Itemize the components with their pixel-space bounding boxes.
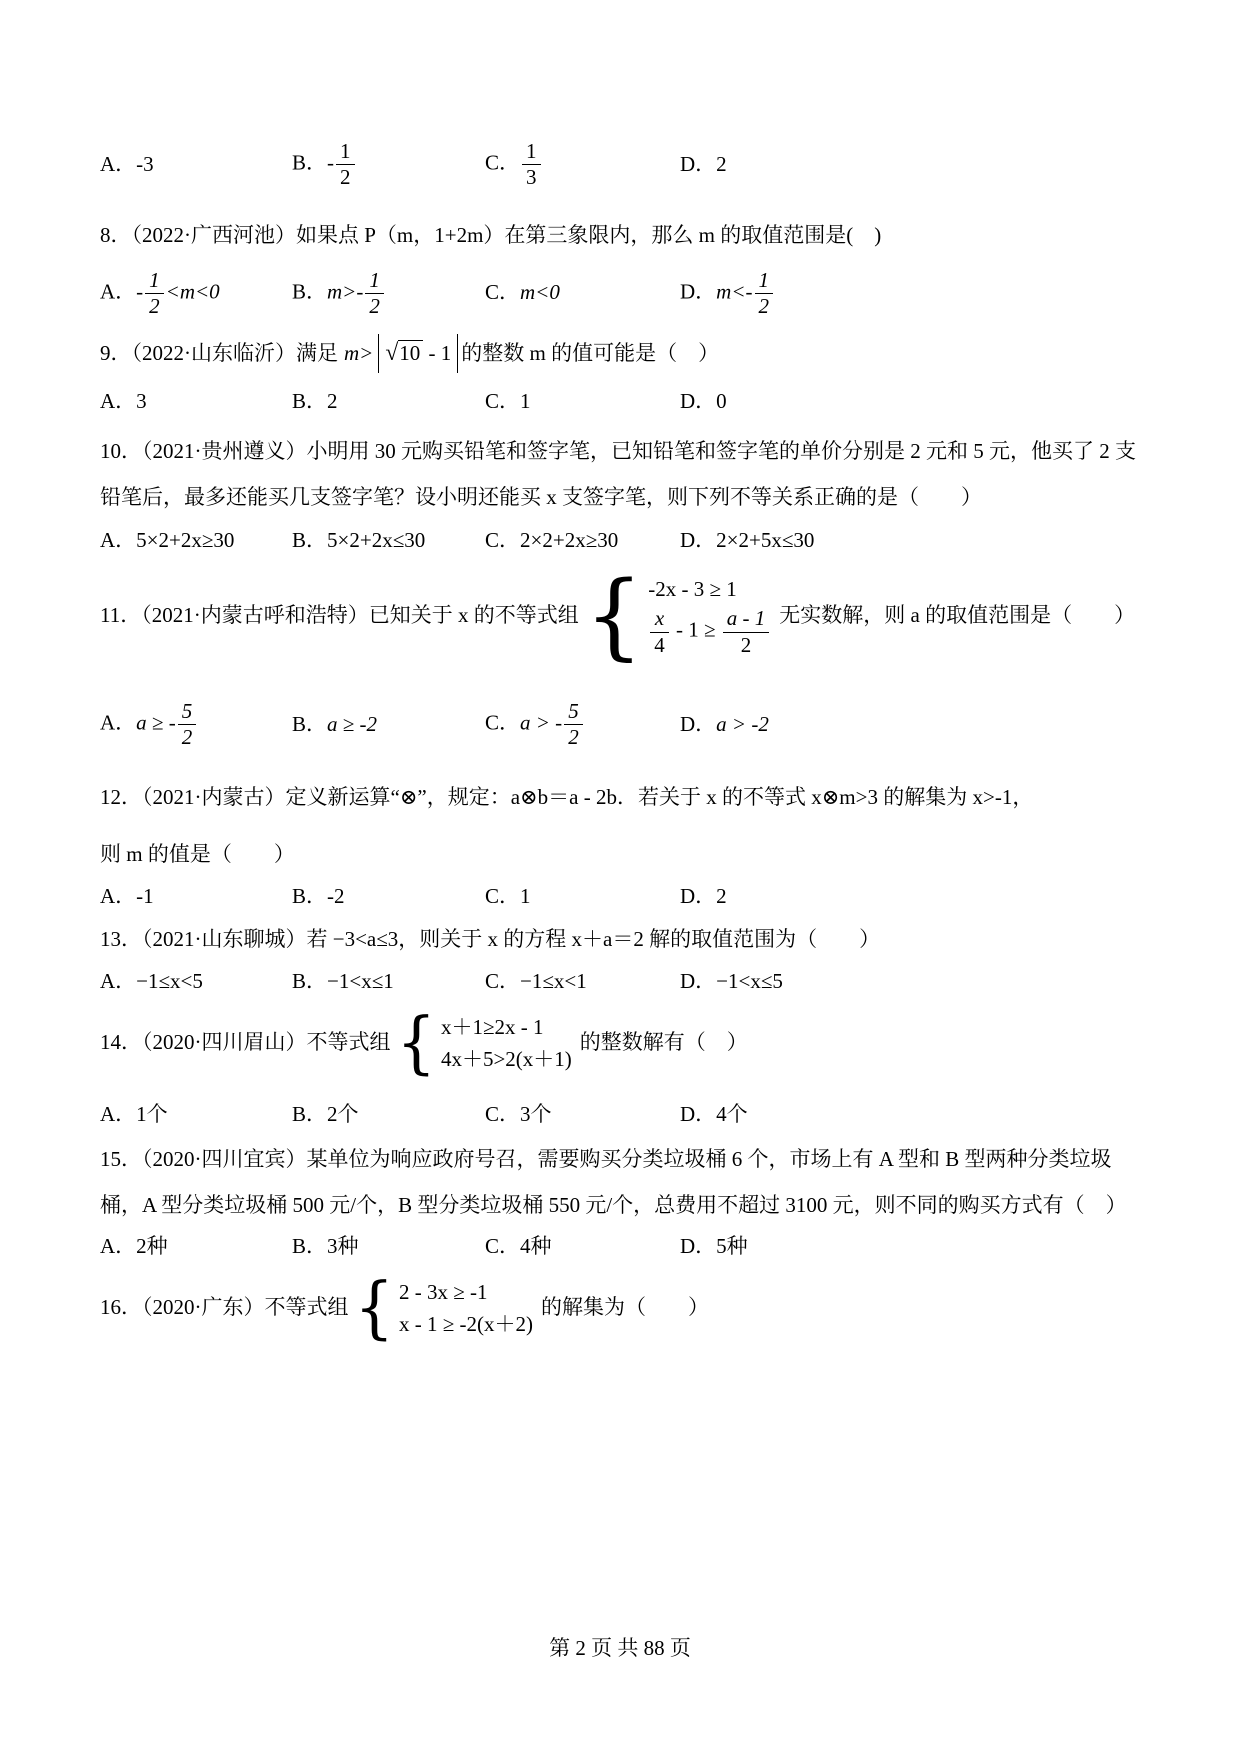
option-value: a > -2	[716, 711, 769, 736]
left-brace: {	[396, 1003, 436, 1082]
question-9-stem	[100, 334, 1140, 373]
question-9-option-b	[292, 387, 485, 416]
question-10-option-d	[680, 526, 1140, 555]
question-9-option-a	[100, 387, 292, 416]
question-10-option-a	[100, 526, 292, 555]
question-14-option-b	[292, 1100, 485, 1129]
fraction-denominator: 2	[564, 724, 583, 749]
system-rows	[399, 1278, 533, 1339]
option-value: −1<x≤1	[327, 968, 394, 993]
question-14-option-a	[100, 1100, 292, 1129]
question-15-option-a	[100, 1232, 292, 1261]
system-row-1: -2x - 3 ≥ 1	[648, 577, 737, 602]
system-rows	[441, 1013, 572, 1074]
option-label: D．	[680, 1101, 717, 1126]
fraction-denominator: 4	[650, 632, 669, 657]
question-12-stem-line1: 12．（2021·内蒙古）定义新运算“⊗”，规定：a⊗b＝a - 2b．若关于 x 的不等式 x⊗m>3 的解集为 x>-1，	[100, 785, 1034, 810]
fraction-numerator: a - 1	[726, 606, 766, 631]
system-row-1: 2 - 3x ≥ -1	[398, 1279, 488, 1304]
minus-sign: -	[136, 278, 144, 303]
inequality-system	[584, 560, 772, 670]
question-12-options-row	[100, 882, 1140, 911]
question-9-options-row	[100, 387, 1140, 416]
option-label: D．	[680, 528, 717, 553]
fraction	[520, 140, 543, 189]
option-label: C．	[485, 1101, 521, 1126]
question-12-option-a	[100, 882, 292, 911]
radical-sign: √	[385, 339, 399, 366]
question-10-options-row	[100, 526, 1140, 555]
question-15-option-d	[680, 1232, 1140, 1261]
question-10-stem: 10．（2021·贵州遵义）小明用 30 元购买铅笔和签字笔，已知铅笔和签字笔的单价分别是 2 元和 5 元，他买了 2 支铅笔后，最多还能买几支签字笔？设小明还能买 x 支签字笔，则下列不等关系正确的是（ ）	[100, 439, 1136, 510]
option-label: B．	[292, 883, 328, 908]
option-label: B．	[292, 528, 328, 553]
fraction	[721, 607, 772, 656]
question-8-options-row	[100, 269, 1140, 318]
stem-text: 的解集为（ ）	[540, 1295, 709, 1320]
question-13-option-b	[292, 967, 485, 996]
option-value: −1<x≤5	[716, 968, 783, 993]
question7-option-c	[485, 140, 680, 189]
question-13-option-d	[680, 967, 1140, 996]
option-value: 3个	[520, 1101, 552, 1126]
question-8-option-c	[485, 278, 680, 307]
option-label: C．	[485, 1233, 521, 1258]
question-16-stem	[100, 1268, 1140, 1347]
fraction	[648, 607, 671, 656]
question-15-stem: 15．（2020·四川宜宾）某单位为响应政府号召，需要购买分类垃圾桶 6 个，市场上有 A 型和 B 型两种分类垃圾桶，A 型分类垃圾桶 500 元/个，B 型分类垃圾桶 550 元/个，总费用不超过 3100 元，则不同的购买方式有（ ）	[100, 1147, 1127, 1217]
option-label: B．	[292, 968, 328, 993]
option-value: 2种	[136, 1233, 168, 1258]
option-value: 2个	[327, 1101, 359, 1126]
option-value: -1	[136, 883, 154, 908]
stem-text: 14．（2020·四川眉山）不等式组	[100, 1030, 391, 1055]
question-10-option-b	[292, 526, 485, 555]
math-tail: - 1	[423, 340, 452, 365]
inequality-system	[396, 1003, 572, 1082]
question-8-option-b	[292, 269, 485, 318]
option-label: C．	[485, 388, 521, 413]
option-label: C．	[485, 883, 521, 908]
page-number-footer: 第 2 页 共 88 页	[549, 1636, 691, 1660]
question-14-options-row	[100, 1100, 1140, 1129]
option-value: m<-	[716, 278, 753, 303]
option-value: 2×2+2x≥30	[520, 528, 619, 553]
option-value: 3	[136, 388, 147, 413]
question-9-option-d	[680, 387, 1140, 416]
system-row-1: x＋1≥2x - 1	[440, 1014, 544, 1039]
option-label: C．	[485, 968, 521, 993]
fraction-denominator: 2	[365, 293, 384, 318]
option-label: D．	[680, 1233, 717, 1258]
question-14-option-d	[680, 1100, 1140, 1129]
fraction-numerator: x	[654, 606, 665, 631]
question-11-option-d	[680, 710, 1140, 739]
option-value: 2×2+5x≤30	[716, 528, 815, 553]
fraction-numerator: 1	[758, 267, 770, 292]
option-label: D．	[680, 968, 717, 993]
option-value: a > -	[520, 710, 563, 735]
option-label: C．	[485, 150, 521, 175]
question-9-option-c	[485, 387, 680, 416]
stem-text: 的整数 m 的值可能是（ ）	[461, 340, 720, 365]
radicand: 10	[398, 340, 423, 365]
option-label: C．	[485, 710, 521, 735]
option-value: 4个	[716, 1101, 748, 1126]
fraction-denominator: 2	[336, 164, 355, 189]
stem-text: 11．（2021·内蒙古呼和浩特）已知关于 x 的不等式组	[100, 603, 579, 628]
fraction	[363, 269, 386, 318]
question-13	[100, 925, 1140, 996]
stem-text: 9．（2022·山东临沂）满足	[100, 340, 338, 365]
question-12-option-b	[292, 882, 485, 911]
question-11-option-b	[292, 710, 485, 739]
question-8	[100, 221, 1140, 318]
option-value: m>-	[327, 278, 364, 303]
question-15-option-c	[485, 1232, 680, 1261]
option-value: 1	[520, 883, 531, 908]
square-root	[385, 341, 423, 365]
option-label: B．	[292, 278, 328, 303]
question-12-stem-line2: 则 m 的值是（ ）	[100, 842, 295, 867]
question-12-option-d	[680, 882, 1140, 911]
system-row-2: 4x＋5>2(x＋1)	[440, 1046, 572, 1071]
option-value: −1≤x<1	[520, 968, 587, 993]
question-9	[100, 334, 1140, 416]
question-11-stem	[100, 560, 1140, 670]
option-value: 1个	[136, 1101, 168, 1126]
option-value: a ≥ -2	[327, 711, 378, 736]
absolute-value-expression	[378, 334, 458, 373]
question-8-option-d	[680, 269, 1140, 318]
question-13-stem: 13．（2021·山东聊城）若 −3<a≤3，则关于 x 的方程 x＋a＝2 解的取值范围为（ ）	[100, 927, 881, 952]
option-value: <m<0	[165, 278, 220, 303]
option-label: D．	[680, 151, 717, 176]
question-10	[100, 428, 1140, 556]
question-11-options-row	[100, 700, 1140, 749]
minus-sign: -	[327, 150, 335, 175]
fraction-denominator: 2	[723, 632, 770, 657]
option-value: 5种	[716, 1233, 748, 1258]
fraction	[753, 269, 776, 318]
stem-text: 的整数解有（ ）	[579, 1030, 748, 1055]
question-12-option-c	[485, 882, 680, 911]
fraction-denominator: 2	[178, 724, 197, 749]
system-rows	[648, 575, 771, 657]
option-label: A．	[100, 278, 137, 303]
question7-option-a	[100, 150, 292, 179]
option-label: A．	[100, 968, 137, 993]
question-14-stem	[100, 1003, 1140, 1082]
stem-text: 16．（2020·广东）不等式组	[100, 1295, 349, 1320]
question-8-option-a	[100, 269, 292, 318]
left-brace: {	[584, 560, 644, 670]
question-12	[100, 783, 1140, 911]
option-value: 4种	[520, 1233, 552, 1258]
option-label: D．	[680, 883, 717, 908]
question-16	[100, 1268, 1140, 1347]
fraction-numerator: 5	[181, 698, 193, 723]
option-label: A．	[100, 1101, 137, 1126]
question-14-option-c	[485, 1100, 680, 1129]
fraction-numerator: 1	[149, 267, 160, 292]
option-value: −1≤x<5	[136, 968, 203, 993]
question7-options-row	[100, 140, 1140, 189]
option-value: -2	[327, 883, 345, 908]
option-value: -3	[136, 151, 154, 176]
option-value: 1	[520, 388, 531, 413]
option-label: D．	[680, 278, 717, 303]
fraction-denominator: 2	[755, 293, 774, 318]
left-brace: {	[354, 1268, 394, 1347]
question-13-options-row	[100, 967, 1140, 996]
question-15	[100, 1137, 1140, 1261]
option-value: 2	[716, 151, 727, 176]
option-value: 5×2+2x≤30	[327, 528, 426, 553]
question-8-stem: 8．（2022·广西河池）如果点 P（m，1+2m）在第三象限内，那么 m 的取值范围是( )	[100, 223, 882, 248]
option-label: C．	[485, 280, 521, 305]
fraction	[562, 700, 585, 749]
math-middle: - 1 ≥	[670, 617, 721, 642]
question-15-option-b	[292, 1232, 485, 1261]
option-value: 5×2+2x≥30	[136, 528, 235, 553]
option-label: B．	[292, 388, 328, 413]
option-label: A．	[100, 388, 137, 413]
option-label: A．	[100, 528, 137, 553]
fraction-numerator: 1	[369, 267, 380, 292]
system-row-2: x - 1 ≥ -2(x＋2)	[398, 1312, 533, 1337]
option-value: m<0	[520, 280, 560, 305]
fraction-numerator: 5	[568, 698, 579, 723]
question-11	[100, 560, 1140, 749]
option-label: A．	[100, 151, 137, 176]
stem-text: 无实数解，则 a 的取值范围是（ ）	[779, 603, 1136, 628]
math-relation: m>	[344, 340, 374, 365]
question-13-option-c	[485, 967, 680, 996]
option-value: 3种	[327, 1233, 359, 1258]
question-13-option-a	[100, 967, 292, 996]
fraction-denominator: 3	[522, 164, 541, 189]
question-11-option-c	[485, 700, 680, 749]
question-15-options-row	[100, 1232, 1140, 1261]
question7-option-d	[680, 150, 1140, 179]
question-14	[100, 1003, 1140, 1129]
option-value: 2	[716, 883, 727, 908]
fraction-numerator: 1	[526, 139, 537, 163]
option-value: 2	[327, 388, 338, 413]
fraction-numerator: 1	[340, 139, 351, 163]
option-label: D．	[680, 388, 717, 413]
fraction	[176, 700, 199, 749]
question-11-option-a	[100, 700, 292, 749]
fraction	[334, 140, 357, 189]
option-label: B．	[292, 711, 328, 736]
option-label: A．	[100, 883, 137, 908]
option-value: 0	[716, 388, 727, 413]
fraction	[143, 269, 166, 318]
question-10-option-c	[485, 526, 680, 555]
option-label: B．	[292, 150, 328, 175]
option-label: B．	[292, 1233, 328, 1258]
option-label: A．	[100, 1233, 137, 1258]
question7-option-b	[292, 140, 485, 189]
option-label: C．	[485, 528, 521, 553]
option-label: A．	[100, 710, 137, 735]
option-label: B．	[292, 1101, 328, 1126]
inequality-system	[354, 1268, 533, 1347]
option-label: D．	[680, 711, 717, 736]
option-value: a ≥ -	[136, 710, 176, 735]
fraction-denominator: 2	[145, 293, 164, 318]
system-row-2	[648, 607, 771, 656]
